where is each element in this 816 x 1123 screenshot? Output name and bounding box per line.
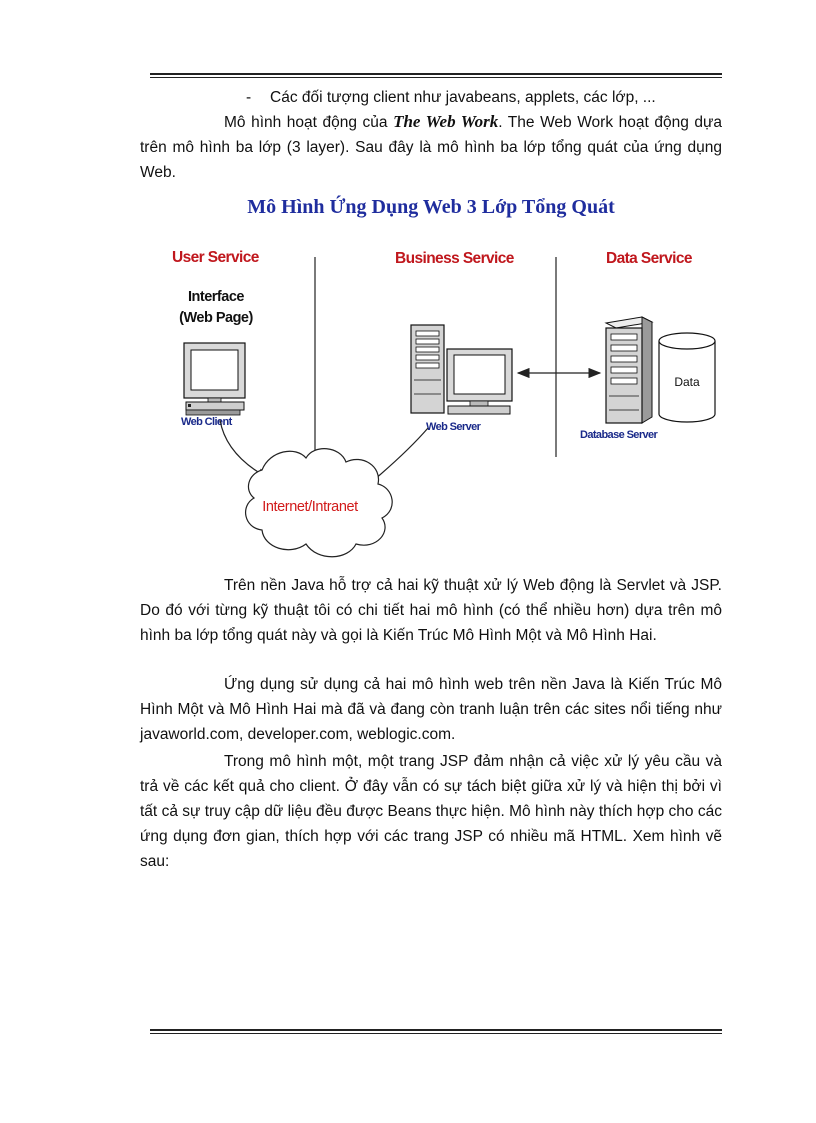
bullet-dash: -	[246, 89, 252, 106]
database-server-label: Database Server	[580, 429, 658, 441]
internet-label: Internet/Intranet	[262, 499, 358, 515]
intro-suffix: . The Web Work hoạt động dựa trên mô hình ba lớp (3 layer). Sau đây là mô hình ba lớp tổng quát của ứng dụng Web.	[140, 114, 723, 181]
web-client-computer-icon	[184, 343, 245, 415]
diagram-title: Mô Hình Ứng Dụng Web 3 Lớp Tổng Quát	[247, 196, 615, 218]
intro-emphasis: The Web Work	[393, 112, 499, 131]
data-label: Data	[674, 375, 700, 389]
paragraph-applications: Ứng dụng sử dụng cả hai mô hình web trên nền Java là Kiến Trúc Mô Hình Một và Mô Hình Hai mà đã và đang còn tranh luận trên các sites nổi tiếng như javaworld.com, developer.com, weblogic.com.	[140, 676, 722, 743]
bullet-text: Các đối tượng client như javabeans, applets, các lớp, ...	[270, 89, 656, 106]
footer-rule	[150, 1029, 722, 1034]
paragraph-servlet-jsp: Trên nền Java hỗ trợ cả hai kỹ thuật xử lý Web động là Servlet và JSP. Do đó với từng kỹ thuật tôi có chi tiết hai mô hình (có thể nhiều hơn) dựa trên mô hình ba lớp tổng quát này và gọi là Kiến Trúc Mô Hình Một và Mô Hình Hai.	[140, 577, 722, 644]
interface-label-line1: Interface	[188, 289, 244, 305]
data-service-heading: Data Service	[606, 250, 692, 267]
interface-label-line2: (Web Page)	[179, 310, 253, 326]
web-server-icon	[411, 325, 512, 414]
business-service-heading: Business Service	[395, 250, 514, 267]
web-client-label: Web Client	[181, 416, 232, 428]
database-server-icon	[606, 317, 652, 423]
user-service-heading: User Service	[172, 249, 259, 266]
client-to-internet-arrow	[220, 420, 268, 478]
web-server-label: Web Server	[426, 421, 481, 433]
intro-prefix: Mô hình hoạt động của	[224, 114, 394, 131]
paragraph-model-one: Trong mô hình một, một trang JSP đảm nhận cả việc xử lý yêu cầu và trả về các kết quả cho client. Ở đây vẫn có sự tách biệt giữa xử lý và hiện thị bởi vì tất cả sự truy cập dữ liệu đều được Beans thực hiện. Mô hình này thích hợp cho các ứng dụng đơn gian, thích hợp với các trang JSP có nhiều mã HTML. Xem hình vẽ sau:	[140, 753, 722, 870]
